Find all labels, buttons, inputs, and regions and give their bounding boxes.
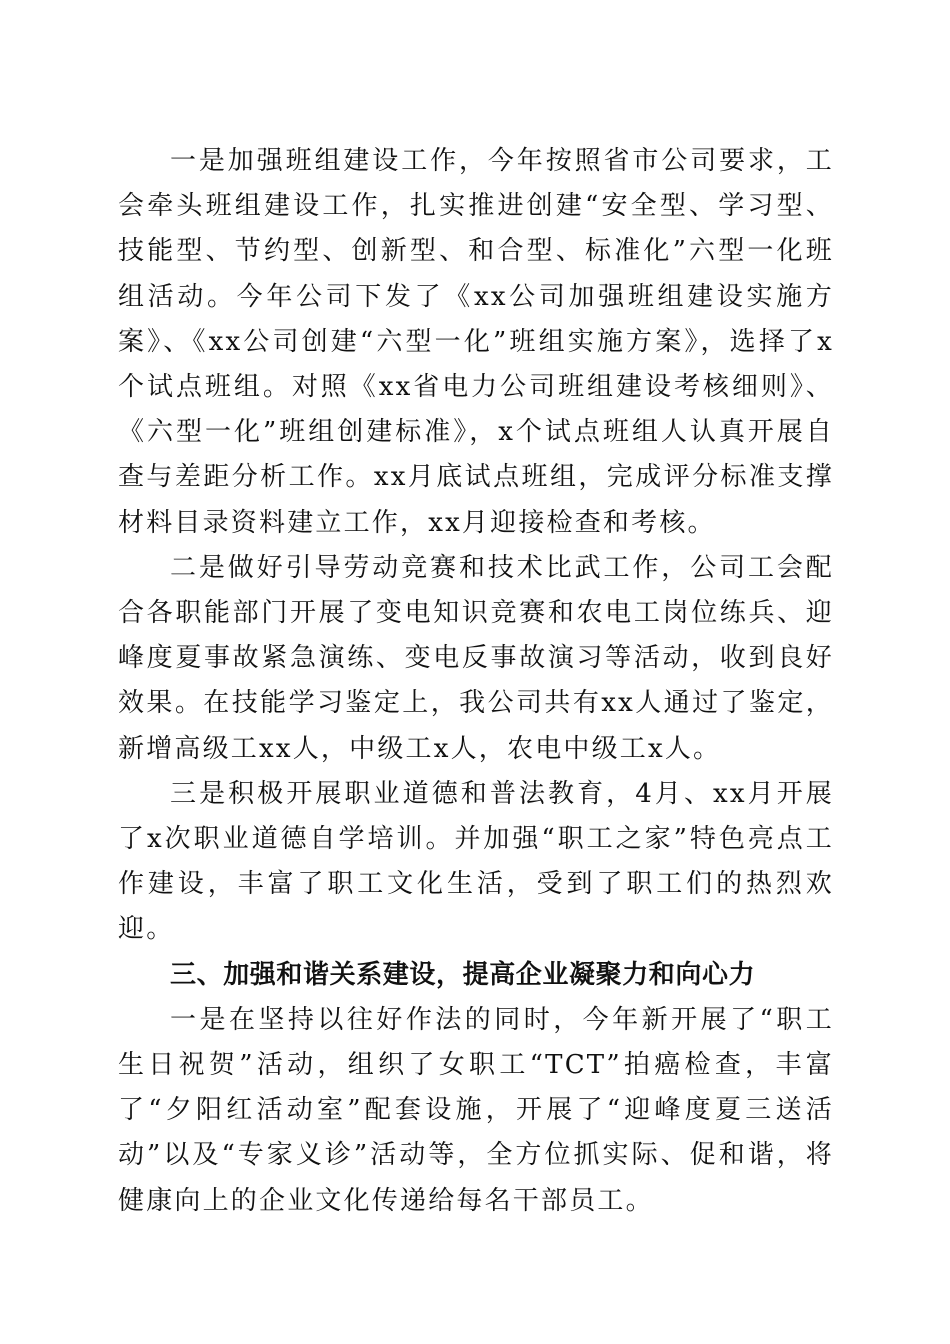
paragraph-labor-competition: 二是做好引导劳动竞赛和技术比武工作，公司工会配合各职能部门开展了变电知识竞赛和农电工岗位练兵、迎峰度夏事故紧急演练、变电反事故演习等活动，收到良好效果。在技能学习鉴定上，我公司共有xx人通过了鉴定，新增高级工xx人，中级工x人，农电中级工x人。: [118, 552, 834, 764]
section-heading: 三、加强和谐关系建设，提高企业凝聚力和向心力: [170, 959, 756, 990]
paragraph-team-building: 一是加强班组建设工作，今年按照省市公司要求，工会牵头班组建设工作，扎实推进创建“安全型、学习型、技能型、节约型、创新型、和合型、标准化”六型一化班组活动。今年公司下发了《xx公司加强班组建设实施方案》、《xx公司创建“六型一化”班组实施方案》，选择了x个试点班组。对照《xx省电力公司班组建设考核细则》、《六型一化”班组创建标准》，x个试点班组人认真开展自查与差距分析工作。xx月底试点班组，完成评分标准支撑材料目录资料建立工作，xx月迎接检查和考核。: [118, 146, 834, 538]
paragraph-ethics-education: 三是积极开展职业道德和普法教育，4月、xx月开展了x次职业道德自学培训。并加强“职工之家”特色亮点工作建设，丰富了职工文化生活，受到了职工们的热烈欢迎。: [118, 778, 834, 945]
paragraph-harmony-activities: 一是在坚持以往好作法的同时，今年新开展了“职工生日祝贺”活动，组织了女职工“TCT”拍癌检查，丰富了“夕阳红活动室”配套设施，开展了“迎峰度夏三送活动”以及“专家义诊”活动等，全方位抓实际、促和谐，将健康向上的企业文化传递给每名干部员工。: [118, 1004, 834, 1216]
document-body: [118, 139, 834, 1224]
